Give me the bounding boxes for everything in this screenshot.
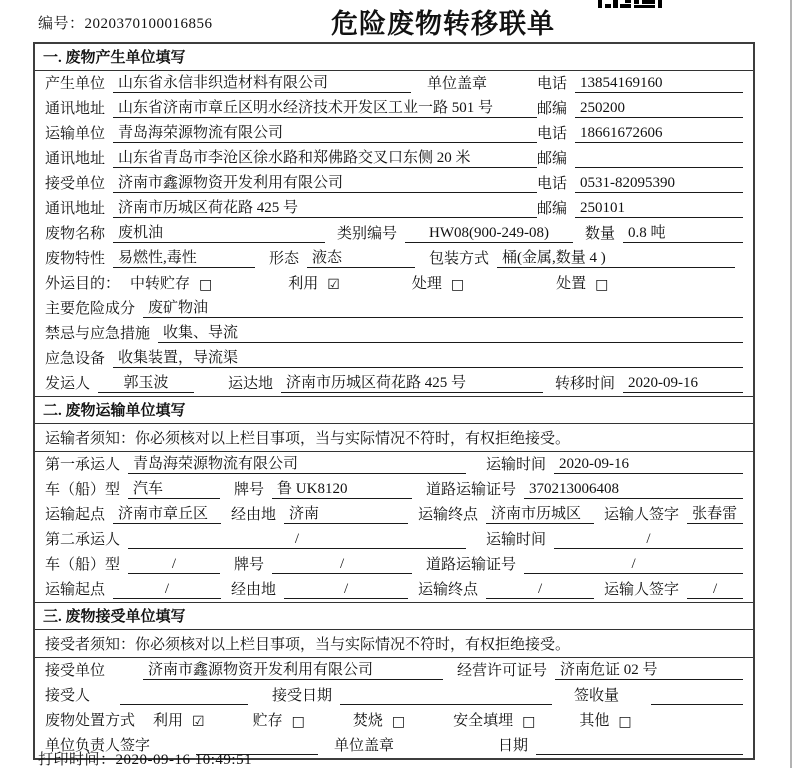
emergency-measures-value: 收集、导流 [158,321,743,343]
waste-property-label: 废物特性 [45,251,106,267]
carrier2-label: 第二承运人 [45,532,121,548]
receive-person-value [120,688,248,705]
transporter-unit-value: 青岛海荣源物流有限公司 [113,121,537,143]
date-label: 日期 [498,738,529,754]
hazard-label: 主要危险成分 [45,301,136,317]
origin2-label: 运输起点 [45,582,106,598]
route2-row [35,577,753,602]
vehicle-type1-value: 汽车 [128,477,220,499]
signature2-label: 运输人签字 [604,582,680,598]
checkbox-checked-icon: ☑ [327,277,340,293]
signature1-value: 张春雷 [687,502,743,524]
license-value: 济南危证 02 号 [555,658,743,680]
checkbox-icon: □ [450,277,465,293]
purpose-option-treat [412,272,464,293]
transporter-notice-row [35,424,753,452]
emergency-equipment-row [35,346,753,371]
signature1-label: 运输人签字 [604,507,680,523]
transport-time2-value: / [554,531,743,549]
receive-person-label: 接受人 [45,688,91,704]
via1-value: 济南 [284,502,408,524]
head-signature-label: 单位负责人签字 [45,738,151,754]
carrier1-value: 青岛海荣源物流有限公司 [128,452,466,474]
producer-address-value: 山东省济南市章丘区明水经济技术开发区工业一路 501 号 [113,96,537,118]
waste-property-value: 易燃性,毒性 [113,246,255,268]
hazard-value: 废矿物油 [143,296,743,318]
checkbox-icon: □ [391,714,406,730]
destination-label: 运达地 [228,376,274,392]
transporter-unit-row [35,121,753,146]
vehicle-type2-value: / [128,556,220,574]
disposal-option-incinerate [353,709,405,730]
carrier1-label: 第一承运人 [45,457,121,473]
form-label: 形态 [269,251,300,267]
receiver-phone-label: 电话 [537,176,568,192]
disposal-option-label: 贮存 [252,713,283,729]
purpose-option-label: 处置 [556,276,587,292]
serial-value: 2020370100016856 [84,16,213,32]
section2-header: 二. 废物运输单位填写 [35,396,753,424]
form-value: 液态 [307,246,415,268]
transport-time2-label: 运输时间 [486,532,547,548]
producer-address-label: 通讯地址 [45,101,106,117]
carrier2-value: / [128,531,466,549]
origin1-value: 济南市章丘区 [113,502,221,524]
print-time-value: 2020-09-16 10:49:51 [115,752,253,768]
waste-name-label: 废物名称 [45,226,106,242]
transporter-address-label: 通讯地址 [45,151,106,167]
road-permit2-label: 道路运输证号 [426,557,517,573]
purpose-row [35,271,753,296]
shipper-value: 郭玉波 [98,371,194,393]
road-permit1-value: 370213006408 [524,481,743,499]
purpose-option-label: 中转贮存 [130,276,191,292]
transfer-time-value: 2020-09-16 [623,375,743,393]
disposal-option-utilize [153,709,205,730]
receive-unit-row [35,658,753,683]
purpose-label: 外运目的： [45,276,121,292]
print-time-label: 打印时间： [38,752,116,768]
vehicle-type2-label: 车（船）型 [45,557,121,573]
transfer-time-label: 转移时间 [555,376,616,392]
purpose-option-transfer-storage [130,272,212,293]
purpose-option-label: 处理 [411,276,442,292]
terminus1-value: 济南市历城区 [486,502,594,524]
checkbox-icon: □ [618,714,632,730]
transporter-unit-label: 运输单位 [45,126,106,142]
checkbox-icon: □ [595,277,609,293]
disposal-option-landfill [453,709,535,730]
destination-value: 济南市历城区荷花路 425 号 [281,371,543,393]
disposal-option-label: 其他 [579,713,610,729]
disposal-option-label: 安全填埋 [453,713,514,729]
receiver-zip-value: 250101 [575,200,743,218]
signature2-value: / [687,581,743,599]
carrier1-row [35,452,753,477]
transporter-phone-value: 18661672606 [575,125,743,143]
transporter-phone-label: 电话 [537,126,568,142]
producer-zip-label: 邮编 [537,101,568,117]
checkbox-checked-icon: ☑ [192,714,205,730]
plate1-label: 牌号 [234,482,265,498]
receive-date-label: 接受日期 [272,688,333,704]
disposal-option-other [579,709,631,730]
emergency-measures-row [35,321,753,346]
receiver-unit-label: 接受单位 [45,176,106,192]
section1-header: 一. 废物产生单位填写 [35,44,753,71]
disposal-method-label: 废物处置方式 [45,713,136,729]
purpose-option-utilize [288,272,340,293]
disposal-option-label: 利用 [153,713,184,729]
receiver-phone-value: 0531-82095390 [575,175,743,193]
via1-label: 经由地 [231,507,277,523]
receive-unit-label: 接受单位 [45,663,106,679]
road-permit2-value: / [524,556,743,574]
category-code-label: 类别编号 [337,226,398,242]
receive-unit-value: 济南市鑫源物资开发利用有限公司 [143,658,443,680]
received-amount-value [651,688,743,705]
qr-code-icon [598,0,662,10]
serial-number [38,12,213,33]
road-permit1-label: 道路运输证号 [426,482,517,498]
origin2-value: / [113,581,221,599]
emergency-equipment-label: 应急设备 [45,351,106,367]
origin1-label: 运输起点 [45,507,106,523]
purpose-option-dispose [556,272,608,293]
quantity-value: 0.8 吨 [623,221,743,243]
producer-unit-row [35,71,753,96]
receive-person-row [35,683,753,708]
print-time [38,748,252,768]
waste-name-value: 废机油 [113,221,325,243]
transporter-zip-label: 邮编 [537,151,568,167]
receiver-zip-label: 邮编 [537,201,568,217]
carrier2-row [35,527,753,552]
receiver-unit-row [35,171,753,196]
emergency-equipment-value: 收集装置，导流渠 [113,346,743,368]
transport-time1-value: 2020-09-16 [554,456,743,474]
transporter-address-value: 山东省青岛市李沧区徐水路和郑佛路交叉口东侧 20 米 [113,146,537,168]
producer-zip-value: 250200 [575,100,743,118]
route1-row [35,502,753,527]
manifest-form [33,42,755,760]
via2-value: / [284,581,408,599]
disposal-option-label: 焚烧 [352,713,383,729]
serial-label: 编号： [38,16,85,32]
shipper-label: 发运人 [45,376,91,392]
category-code-value: HW08(900-249-08) [405,225,573,243]
packing-label: 包装方式 [429,251,490,267]
receiver-address-label: 通讯地址 [45,201,106,217]
receiver-notice-row [35,630,753,658]
terminus1-label: 运输终点 [418,507,479,523]
plate2-value: / [272,556,412,574]
quantity-label: 数量 [585,226,616,242]
hazard-row [35,296,753,321]
plate1-value: 鲁 UK8120 [272,477,412,499]
terminus2-value: / [486,581,594,599]
transporter-notice-text: 运输者须知：你必须核对以上栏目事项，当与实际情况不符时，有权拒绝接受。 [45,431,571,447]
via2-label: 经由地 [231,582,277,598]
receive-date-value [340,688,552,705]
receiver-unit-value: 济南市鑫源物资开发利用有限公司 [113,171,537,193]
receiver-notice-text: 接受者须知：你必须核对以上栏目事项，当与实际情况不符时，有权拒绝接受。 [45,637,571,653]
producer-unit-value: 山东省永信非织造材料有限公司 [113,71,411,93]
vehicle2-row [35,552,753,577]
waste-name-row [35,221,753,246]
transporter-zip-value [575,151,743,168]
terminus2-label: 运输终点 [418,582,479,598]
emergency-measures-label: 禁忌与应急措施 [45,326,151,342]
date-value [536,738,743,755]
checkbox-icon: □ [291,714,305,730]
producer-unit-label: 产生单位 [45,76,106,92]
receiver-address-value: 济南市历城区荷花路 425 号 [113,196,537,218]
vehicle-type1-label: 车（船）型 [45,482,121,498]
waste-property-row [35,246,753,271]
receiver-address-row [35,196,753,221]
received-amount-label: 签收量 [574,688,620,704]
plate2-label: 牌号 [234,557,265,573]
section3-header: 三. 废物接受单位填写 [35,602,753,630]
checkbox-icon: □ [522,714,536,730]
unit-seal-label: 单位盖章 [427,76,488,92]
vehicle1-row [35,477,753,502]
transporter-address-row [35,146,753,171]
scan-page-edge [790,0,792,768]
producer-phone-label: 电话 [537,76,568,92]
disposal-option-storage [253,709,305,730]
producer-phone-value: 13854169160 [575,75,743,93]
unit-seal2-label: 单位盖章 [334,738,395,754]
purpose-option-label: 利用 [288,276,319,292]
shipper-row [35,371,753,396]
transport-time1-label: 运输时间 [486,457,547,473]
disposal-method-row [35,708,753,733]
license-label: 经营许可证号 [457,663,548,679]
producer-address-row [35,96,753,121]
document-header [0,0,796,40]
checkbox-icon: □ [199,277,213,293]
packing-value: 桶(金属,数量 4 ) [497,246,735,268]
page-title: 危险废物转移联单 [331,9,555,39]
